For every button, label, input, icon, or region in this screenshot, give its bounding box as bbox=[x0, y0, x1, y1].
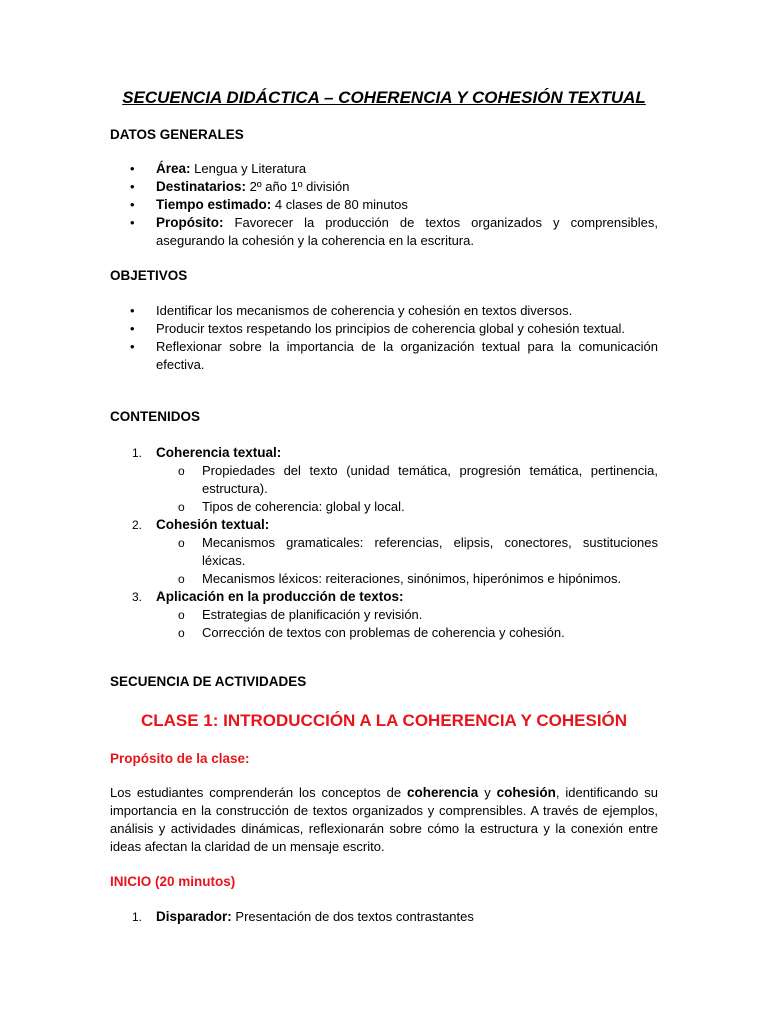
sub-item-text: Mecanismos léxicos: reiteraciones, sinónimos, hiperónimos e hipónimos. bbox=[202, 571, 622, 586]
list-item: • Producir textos respetando los principios de coherencia global y cohesión textual. bbox=[110, 320, 658, 338]
sub-bullet-icon: o bbox=[178, 626, 185, 640]
datos-generales-list bbox=[110, 160, 658, 250]
list-item bbox=[110, 178, 658, 196]
sub-item bbox=[110, 534, 658, 570]
sub-item-text: Corrección de textos con problemas de coherencia y cohesión. bbox=[202, 625, 565, 640]
sub-bullet-icon: o bbox=[178, 536, 185, 550]
proposito-clase-heading: Propósito de la clase: bbox=[110, 751, 250, 766]
list-item bbox=[110, 444, 658, 516]
item-value: 2º año 1º división bbox=[246, 179, 350, 194]
list-item: • Identificar los mecanismos de coherencia y cohesión en textos diversos. bbox=[110, 302, 658, 320]
list-item bbox=[110, 908, 658, 926]
item-label: Propósito: bbox=[156, 215, 224, 230]
sub-bullet-icon: o bbox=[178, 572, 185, 586]
list-item bbox=[110, 214, 658, 250]
sub-item-text: Tipos de coherencia: global y local. bbox=[202, 499, 405, 514]
item-title: Coherencia textual: bbox=[156, 445, 282, 460]
sub-item bbox=[110, 462, 658, 498]
inicio-list bbox=[110, 908, 658, 926]
contenidos-heading: CONTENIDOS bbox=[110, 409, 201, 424]
paragraph-text: , identificando su importancia en la construcción de textos organizados y comprensibles. A través de ejemplos, análisis y actividades dinámicas, reflexionarán sobre cómo la estructura y la conexión entre ideas afectan la claridad de un mensaje escrito. bbox=[110, 785, 658, 854]
list-item: • Reflexionar sobre la importancia de la organización textual para la comunicación efectiva. bbox=[110, 338, 658, 374]
item-label: Área: bbox=[156, 161, 191, 176]
sub-item-text: Estrategias de planificación y revisión. bbox=[202, 607, 423, 622]
proposito-clase-paragraph bbox=[110, 784, 658, 856]
item-number: 3. bbox=[132, 590, 143, 604]
sub-bullet-icon: o bbox=[178, 608, 185, 622]
item-value: Presentación de dos textos contrastantes bbox=[231, 909, 474, 924]
list-item bbox=[110, 588, 658, 642]
item-title: Cohesión textual: bbox=[156, 517, 270, 532]
item-title: Aplicación en la producción de textos: bbox=[156, 589, 404, 604]
document-title: SECUENCIA DIDÁCTICA – COHERENCIA Y COHESIÓN TEXTUAL bbox=[122, 88, 646, 107]
item-number: 1. bbox=[132, 910, 143, 924]
sub-bullet-icon: o bbox=[178, 464, 185, 478]
datos-generales-heading: DATOS GENERALES bbox=[110, 127, 244, 142]
sub-item bbox=[110, 624, 658, 642]
inicio-heading: INICIO (20 minutos) bbox=[110, 874, 236, 889]
sub-item bbox=[110, 498, 658, 516]
sub-item-text: Mecanismos gramaticales: referencias, elipsis, conectores, sustituciones léxicas. bbox=[202, 535, 658, 568]
sub-item-text: Propiedades del texto (unidad temática, progresión temática, pertinencia, estructura). bbox=[202, 463, 658, 496]
list-item bbox=[110, 196, 658, 214]
list-item bbox=[110, 516, 658, 588]
sub-item bbox=[110, 606, 658, 624]
list-item bbox=[110, 160, 658, 178]
keyword-coherencia: coherencia bbox=[407, 785, 479, 800]
objetivos-heading: OBJETIVOS bbox=[110, 268, 188, 283]
item-label: Destinatarios: bbox=[156, 179, 247, 194]
clase-1-title: CLASE 1: INTRODUCCIÓN A LA COHERENCIA Y COHESIÓN bbox=[140, 711, 628, 730]
item-number: 2. bbox=[132, 518, 143, 532]
item-value: 4 clases de 80 minutos bbox=[271, 197, 408, 212]
sub-item bbox=[110, 570, 658, 588]
item-label: Tiempo estimado: bbox=[156, 197, 272, 212]
secuencia-heading: SECUENCIA DE ACTIVIDADES bbox=[110, 674, 307, 689]
item-value: Favorecer la producción de textos organizados y comprensibles, asegurando la cohesión y la coherencia en la escritura. bbox=[156, 215, 658, 248]
keyword-cohesion: cohesión bbox=[496, 785, 556, 800]
item-number: 1. bbox=[132, 446, 143, 460]
objetivos-list bbox=[110, 302, 658, 374]
item-label: Disparador: bbox=[156, 909, 232, 924]
paragraph-text: y bbox=[478, 785, 497, 800]
item-value: Lengua y Literatura bbox=[190, 161, 307, 176]
sub-bullet-icon: o bbox=[178, 500, 185, 514]
contenidos-list bbox=[110, 444, 658, 642]
paragraph-text: Los estudiantes comprenderán los conceptos de bbox=[110, 785, 407, 800]
